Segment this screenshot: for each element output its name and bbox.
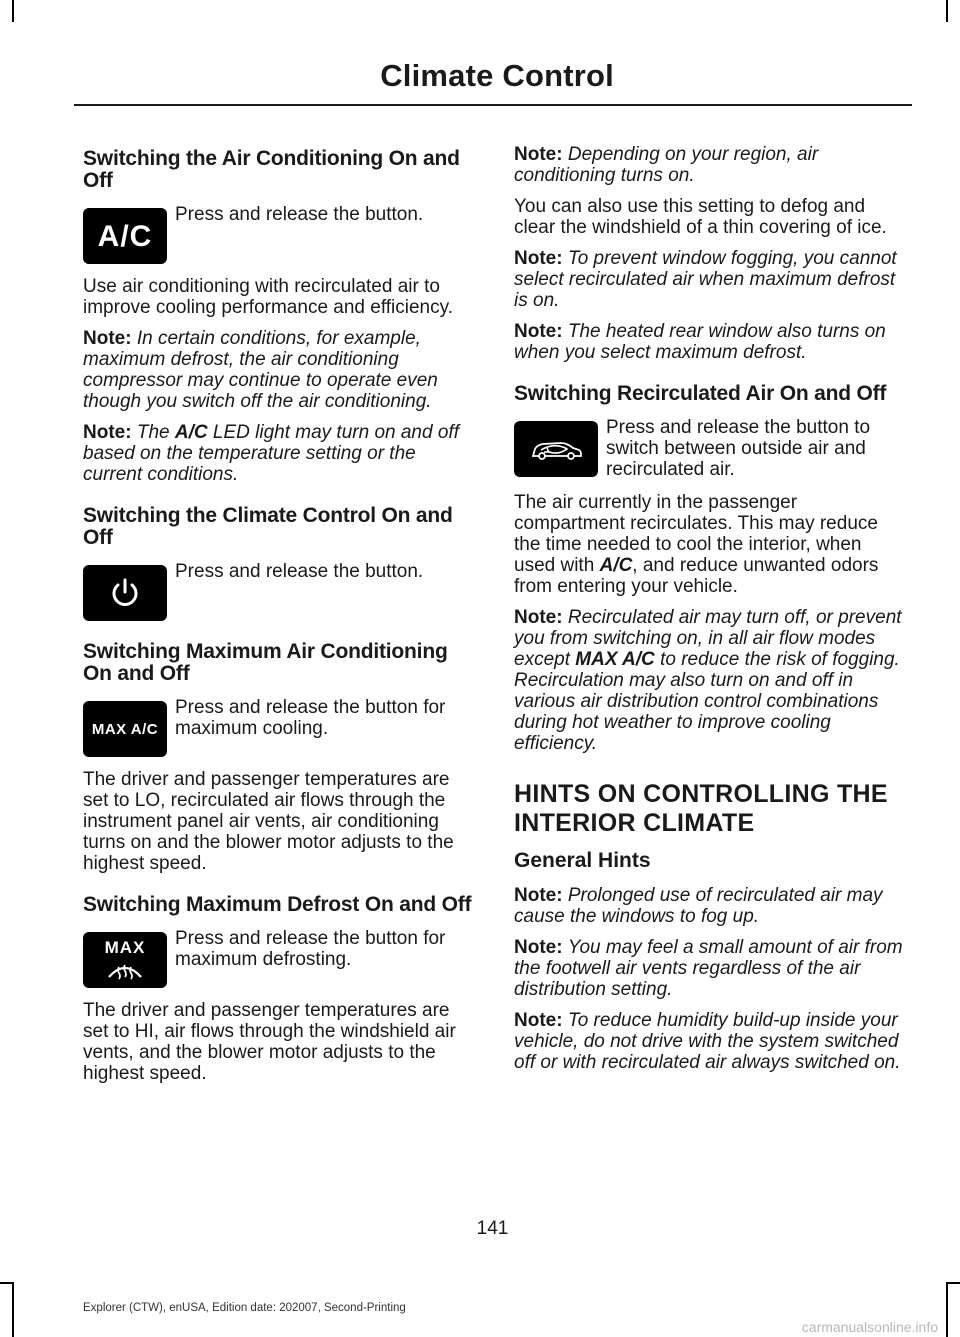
max-ac-body: The driver and passenger temperatures are set to LO, recirculated air flows through the instrument panel air vents, air conditioning turns on and the blower motor adjusts to the highest speed. [83,769,454,874]
watermark: carmanualsonline.info [801,1319,938,1335]
right-column [514,144,906,1083]
hints-heading [514,780,906,838]
note-label: Note: [514,321,563,342]
recirc-heading: Switching Recirculated Air On and Off [514,382,887,405]
ac-instruction: Press and release the button. [175,204,424,225]
defrost-note-3 [514,321,906,363]
max-ac-button-icon [83,701,167,757]
defrost-note-1 [514,144,906,186]
crop-mark-bottom-right-v [946,1282,948,1337]
max-defrost-body: The driver and passenger temperatures are set to HI, air flows through the windshield air vents, and the blower motor adjusts to the highest speed. [83,1000,456,1084]
hints-note-3 [514,1010,906,1073]
crop-mark-bottom-left-h [0,1282,14,1284]
crop-mark-top-right [946,0,948,22]
crop-mark-bottom-right-h [946,1282,960,1284]
note-label: Note: [514,248,563,269]
ac-body: Use air conditioning with recirculated air to improve cooling performance and efficiency. [83,276,453,318]
ac-icon-label: A/C [97,219,153,253]
general-hints-subheading: General Hints [514,849,651,872]
note-text: In certain conditions, for example, maximum defrost, the air conditioning compressor may continue to operate even though you switch off the air conditioning. [83,328,438,412]
note-bold: A/C [174,422,208,443]
max-ac-icon-label: MAX A/C [91,720,159,738]
page-number: 141 [476,1218,509,1239]
recirc-row [514,417,906,480]
note-text: The heated rear window also turns on when you select maximum defrost. [514,321,886,363]
hints-note-2 [514,937,906,1000]
defrost-body-2: You can also use this setting to defog and clear the windshield of a thin covering of ice. [514,196,887,238]
page-title: Climate Control [380,58,614,93]
note-label: Note: [83,422,132,443]
recirc-body-post: , and reduce unwanted odors from entering your vehicle. [514,555,879,597]
climate-heading: Switching the Climate Control On and Off [83,504,453,549]
hints-heading-line-2: INTERIOR CLIMATE [514,809,755,837]
note-text: LED light may turn on and off based on the temperature setting or the current conditions. [83,422,459,485]
max-defrost-button-icon [83,932,167,988]
recirc-note [514,607,906,754]
max-ac-heading: Switching Maximum Air Conditioning On and Off [83,640,448,685]
recirc-instruction: Press and release the button to switch between outside air and recirculated air. [606,417,871,480]
ac-note-2 [83,422,475,485]
note-text: To reduce humidity build-up inside your vehicle, do not drive with the system switched off or with recirculated air always switched on. [514,1010,901,1073]
ac-note-1 [83,328,475,412]
note-text: The [136,422,170,443]
recirc-body-pre: The air currently in the passenger compartment recirculates. This may reduce the time needed to cool the interior, when used with [514,492,878,576]
note-text: Prolonged use of recirculated air may cause the windows to fog up. [514,885,883,927]
recirc-body-bold: A/C [599,555,633,576]
note-text: Recirculated air may turn off, or prevent you from switching on, in all air flow modes except [514,607,902,670]
recirculation-car-icon [527,434,585,464]
edition-info: Explorer (CTW), enUSA, Edition date: 202007, Second-Printing [83,1302,406,1314]
note-text: To prevent window fogging, you cannot select recirculated air when maximum defrost is on. [514,248,897,311]
note-label: Note: [514,607,563,628]
note-text: Depending on your region, air conditioning turns on. [514,144,819,186]
max-defrost-row [83,928,475,988]
header-rule [74,104,912,106]
climate-instruction: Press and release the button. [175,561,424,582]
power-button-icon [83,565,167,621]
max-ac-instruction: Press and release the button for maximum cooling. [175,697,446,739]
hints-heading-line-1: HINTS ON CONTROLLING THE [514,780,888,808]
crop-mark-top-left [12,0,14,22]
max-ac-row [83,697,475,757]
ac-row [83,204,475,264]
note-label: Note: [514,885,563,906]
hints-note-1 [514,885,906,927]
crop-mark-bottom-left-v [12,1282,14,1337]
left-column [83,144,475,1094]
max-defrost-instruction: Press and release the button for maximum defrosting. [175,928,446,970]
power-icon [108,576,142,610]
ac-heading: Switching the Air Conditioning On and Off [83,147,460,192]
note-text: You may feel a small amount of air from the footwell air vents regardless of the air distribution setting. [514,937,903,1000]
recirc-body [514,492,906,597]
note-text: to reduce the risk of fogging. Recirculation may also turn on and off in various air distribution control combinations during hot weather to improve cooling efficiency. [514,649,900,754]
note-label: Note: [83,328,132,349]
max-defrost-heading: Switching Maximum Defrost On and Off [83,893,472,916]
defrost-note-2 [514,248,906,311]
recirc-button-icon [514,421,598,477]
note-label: Note: [514,937,563,958]
max-defrost-icon-label: MAX [104,938,146,957]
climate-row [83,561,475,621]
note-label: Note: [514,1010,563,1031]
defrost-icon [105,957,145,981]
ac-button-icon [83,208,167,264]
note-bold: MAX A/C [575,649,655,670]
note-label: Note: [514,144,563,165]
